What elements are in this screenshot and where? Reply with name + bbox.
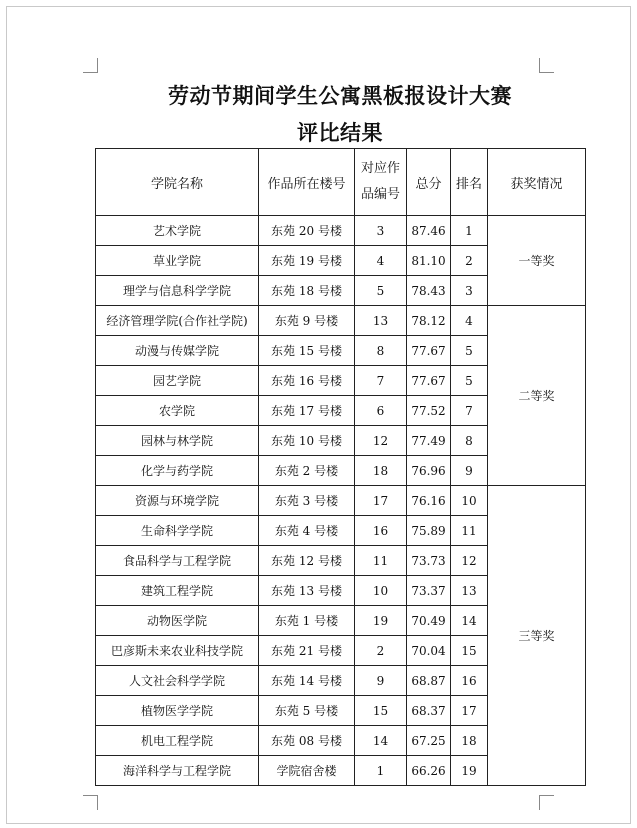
cell-college: 机电工程学院	[96, 726, 259, 756]
header-award: 获奖情况	[488, 149, 586, 216]
document-subtitle: 评比结果	[297, 120, 383, 145]
table-row	[96, 306, 586, 336]
header-score: 总分	[407, 149, 451, 216]
cell-college: 海洋科学与工程学院	[96, 756, 259, 786]
cell-building: 学院宿舍楼	[259, 756, 355, 786]
table-row	[96, 486, 586, 516]
cell-work-no: 10	[355, 576, 407, 606]
cell-work-no: 14	[355, 726, 407, 756]
cell-college: 经济管理学院(合作社学院)	[96, 306, 259, 336]
cell-college: 动物医学院	[96, 606, 259, 636]
header-building: 作品所在楼号	[259, 149, 355, 216]
cell-work-no: 15	[355, 696, 407, 726]
cell-building: 东苑 21 号楼	[259, 636, 355, 666]
cell-building: 东苑 17 号楼	[259, 396, 355, 426]
cell-work-no: 11	[355, 546, 407, 576]
cell-college: 草业学院	[96, 246, 259, 276]
cell-college: 艺术学院	[96, 216, 259, 246]
cell-college: 园艺学院	[96, 366, 259, 396]
cell-score: 77.67	[407, 366, 451, 396]
cell-score: 78.12	[407, 306, 451, 336]
cell-score: 75.89	[407, 516, 451, 546]
cell-building: 东苑 08 号楼	[259, 726, 355, 756]
cell-score: 87.46	[407, 216, 451, 246]
cell-score: 77.52	[407, 396, 451, 426]
cell-rank: 2	[451, 246, 488, 276]
cell-college: 植物医学学院	[96, 696, 259, 726]
cell-college: 化学与药学院	[96, 456, 259, 486]
cell-rank: 1	[451, 216, 488, 246]
cell-rank: 13	[451, 576, 488, 606]
cell-work-no: 9	[355, 666, 407, 696]
cell-college: 建筑工程学院	[96, 576, 259, 606]
cell-building: 东苑 2 号楼	[259, 456, 355, 486]
cell-building: 东苑 14 号楼	[259, 666, 355, 696]
cell-rank: 3	[451, 276, 488, 306]
cell-rank: 9	[451, 456, 488, 486]
cell-work-no: 12	[355, 426, 407, 456]
cell-work-no: 2	[355, 636, 407, 666]
cell-score: 73.37	[407, 576, 451, 606]
cell-score: 70.04	[407, 636, 451, 666]
cell-college: 农学院	[96, 396, 259, 426]
cell-building: 东苑 10 号楼	[259, 426, 355, 456]
cell-work-no: 1	[355, 756, 407, 786]
cell-award-third: 三等奖	[488, 486, 586, 786]
cell-work-no: 19	[355, 606, 407, 636]
cell-rank: 18	[451, 726, 488, 756]
cell-rank: 17	[451, 696, 488, 726]
cell-score: 77.49	[407, 426, 451, 456]
cell-rank: 14	[451, 606, 488, 636]
cell-score: 67.25	[407, 726, 451, 756]
cell-award-first: 一等奖	[488, 216, 586, 306]
cell-college: 人文社会科学学院	[96, 666, 259, 696]
cell-work-no: 3	[355, 216, 407, 246]
cell-score: 78.43	[407, 276, 451, 306]
cell-college: 动漫与传媒学院	[96, 336, 259, 366]
results-table	[95, 148, 586, 786]
cell-score: 76.16	[407, 486, 451, 516]
header-rank: 排名	[451, 149, 488, 216]
cell-building: 东苑 16 号楼	[259, 366, 355, 396]
crop-mark-bottom-right	[539, 795, 554, 810]
cell-rank: 4	[451, 306, 488, 336]
cell-rank: 5	[451, 366, 488, 396]
cell-building: 东苑 18 号楼	[259, 276, 355, 306]
header-work-no-label: 对应作品编号	[360, 161, 400, 202]
cell-score: 70.49	[407, 606, 451, 636]
cell-score: 73.73	[407, 546, 451, 576]
crop-mark-top-left	[83, 58, 98, 73]
header-college: 学院名称	[96, 149, 259, 216]
cell-building: 东苑 15 号楼	[259, 336, 355, 366]
table-row	[96, 216, 586, 246]
cell-rank: 19	[451, 756, 488, 786]
cell-college: 巴彦斯未来农业科技学院	[96, 636, 259, 666]
cell-rank: 7	[451, 396, 488, 426]
cell-score: 76.96	[407, 456, 451, 486]
cell-work-no: 18	[355, 456, 407, 486]
cell-building: 东苑 4 号楼	[259, 516, 355, 546]
cell-rank: 11	[451, 516, 488, 546]
cell-college: 理学与信息科学学院	[96, 276, 259, 306]
cell-work-no: 17	[355, 486, 407, 516]
cell-building: 东苑 13 号楼	[259, 576, 355, 606]
cell-score: 81.10	[407, 246, 451, 276]
cell-building: 东苑 20 号楼	[259, 216, 355, 246]
cell-work-no: 8	[355, 336, 407, 366]
crop-mark-top-right	[539, 58, 554, 73]
cell-building: 东苑 5 号楼	[259, 696, 355, 726]
cell-building: 东苑 3 号楼	[259, 486, 355, 516]
crop-mark-bottom-left	[83, 795, 98, 810]
cell-college: 资源与环境学院	[96, 486, 259, 516]
cell-work-no: 6	[355, 396, 407, 426]
cell-rank: 8	[451, 426, 488, 456]
cell-building: 东苑 1 号楼	[259, 606, 355, 636]
cell-work-no: 4	[355, 246, 407, 276]
cell-building: 东苑 12 号楼	[259, 546, 355, 576]
cell-score: 66.26	[407, 756, 451, 786]
cell-rank: 10	[451, 486, 488, 516]
cell-building: 东苑 19 号楼	[259, 246, 355, 276]
cell-college: 食品科学与工程学院	[96, 546, 259, 576]
cell-rank: 12	[451, 546, 488, 576]
cell-rank: 5	[451, 336, 488, 366]
cell-rank: 16	[451, 666, 488, 696]
cell-work-no: 5	[355, 276, 407, 306]
cell-building: 东苑 9 号楼	[259, 306, 355, 336]
cell-score: 77.67	[407, 336, 451, 366]
header-work-no	[355, 149, 407, 216]
cell-award-second: 二等奖	[488, 306, 586, 486]
cell-rank: 15	[451, 636, 488, 666]
cell-work-no: 16	[355, 516, 407, 546]
table-header-row	[96, 149, 586, 216]
cell-score: 68.87	[407, 666, 451, 696]
document-title: 劳动节期间学生公寓黑板报设计大赛	[168, 83, 512, 108]
cell-work-no: 7	[355, 366, 407, 396]
cell-college: 园林与林学院	[96, 426, 259, 456]
cell-score: 68.37	[407, 696, 451, 726]
cell-work-no: 13	[355, 306, 407, 336]
cell-college: 生命科学学院	[96, 516, 259, 546]
